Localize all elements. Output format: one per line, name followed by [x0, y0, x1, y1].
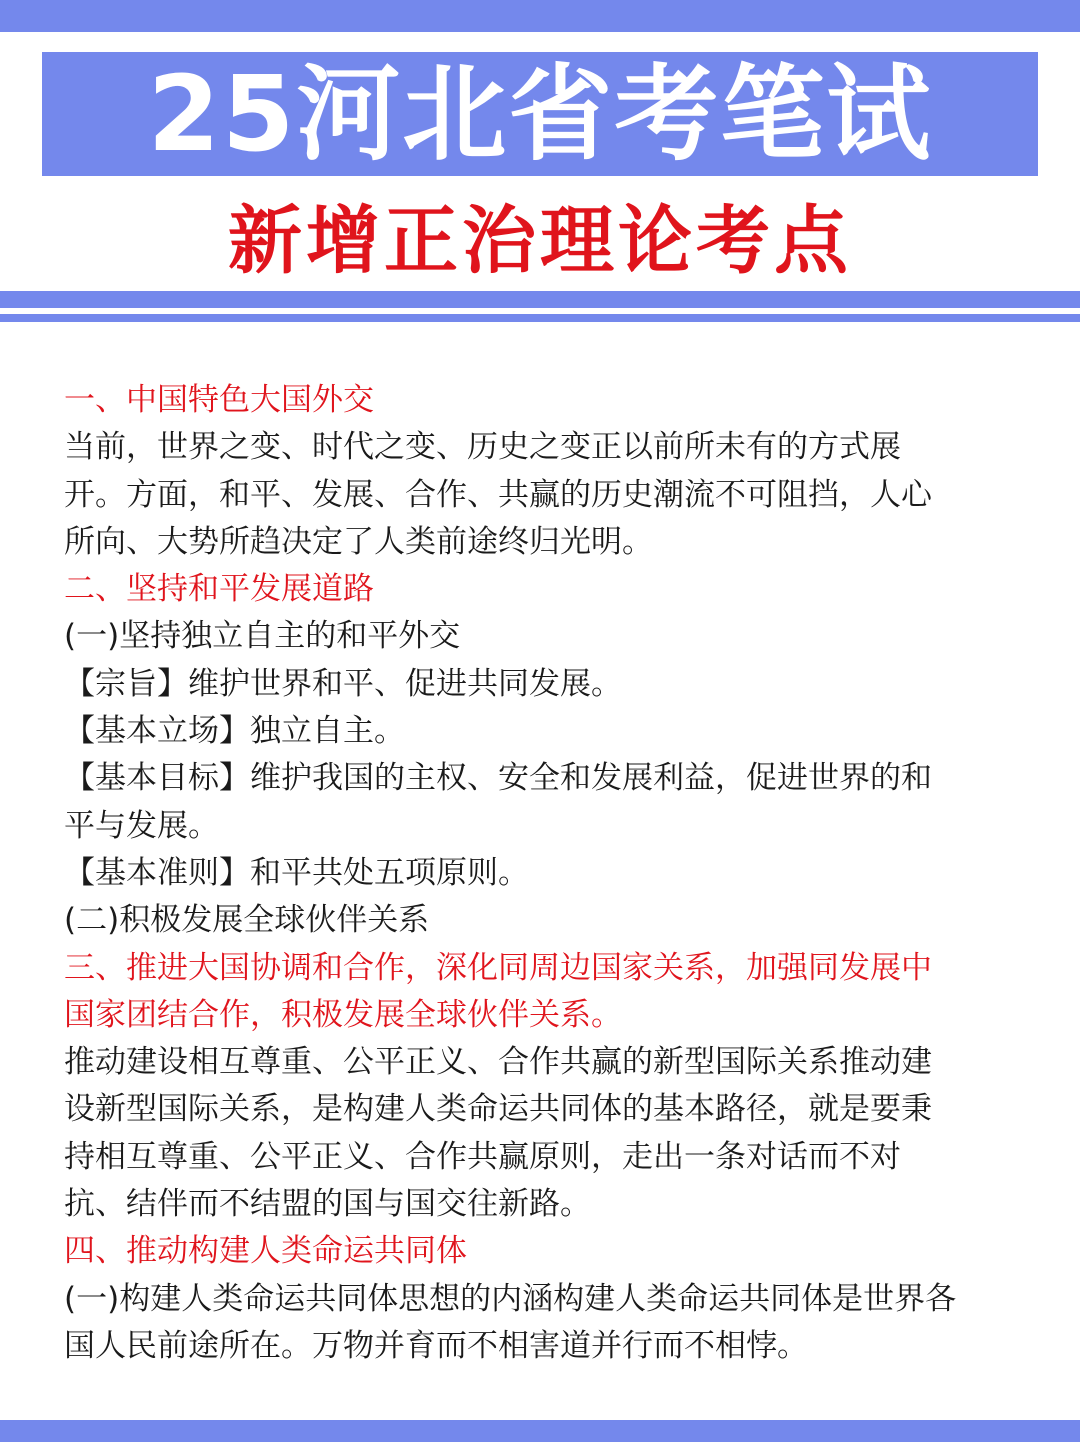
body-text-line: 持相互尊重、公平正义、合作共赢原则，走出一条对话而不对 [64, 1138, 901, 1175]
page-subtitle: 新增正治理论考点 [228, 198, 852, 284]
bottom-decor-bar [0, 1420, 1080, 1442]
body-text-line: 国人民前途所在。万物并育而不相害道并行而不相悖。 [64, 1327, 808, 1364]
body-text-line: 【基本目标】维护我国的主权、安全和发展利益，促进世界的和 [64, 760, 932, 797]
body-text-line: (一)构建人类命运共同体思想的内涵构建人类命运共同体是世界各 [64, 1280, 957, 1317]
body-text-line: 当前，世界之变、时代之变、历史之变正以前所未有的方式展 [64, 429, 901, 466]
section-heading: 一、中国特色大国外交 [64, 382, 374, 418]
divider-stripe-thick [0, 291, 1080, 308]
section-heading: 三、推进大国协调和合作，深化同周边国家关系，加强同发展中 [64, 949, 932, 986]
body-text-line: (一)坚持独立自主的和平外交 [64, 618, 461, 655]
divider-stripe-thin [0, 314, 1080, 322]
section-heading: 国家团结合作，积极发展全球伙伴关系。 [64, 996, 622, 1033]
article-body [64, 377, 1034, 1370]
body-text-line: (二)积极发展全球伙伴关系 [64, 902, 430, 939]
body-text-line: 【基本立场】独立自主。 [64, 713, 405, 750]
section-heading: 四、推动构建人类命运共同体 [64, 1233, 467, 1270]
body-text-line: 所向、大势所趋决定了人类前途终归光明。 [64, 523, 653, 560]
body-text-line: 平与发展。 [64, 807, 219, 844]
body-text-line: 设新型国际关系，是构建人类命运共同体的基本路径，就是要秉 [64, 1091, 932, 1128]
body-text-line: 抗、结伴而不结盟的国与国交往新路。 [64, 1186, 591, 1223]
body-text-line: 【基本准则】和平共处五项原则。 [64, 854, 529, 891]
body-text-line: 推动建设相互尊重、公平正义、合作共赢的新型国际关系推动建 [64, 1044, 932, 1081]
page-title: 25河北省考笔试 [147, 53, 933, 175]
body-text-line: 【宗旨】维护世界和平、促进共同发展。 [64, 665, 622, 702]
top-decor-bar [0, 0, 1080, 32]
title-banner [42, 52, 1038, 176]
section-heading: 二、坚持和平发展道路 [64, 571, 374, 608]
body-text-line: 开。方面，和平、发展、合作、共赢的历史潮流不可阻挡，人心 [64, 476, 932, 513]
